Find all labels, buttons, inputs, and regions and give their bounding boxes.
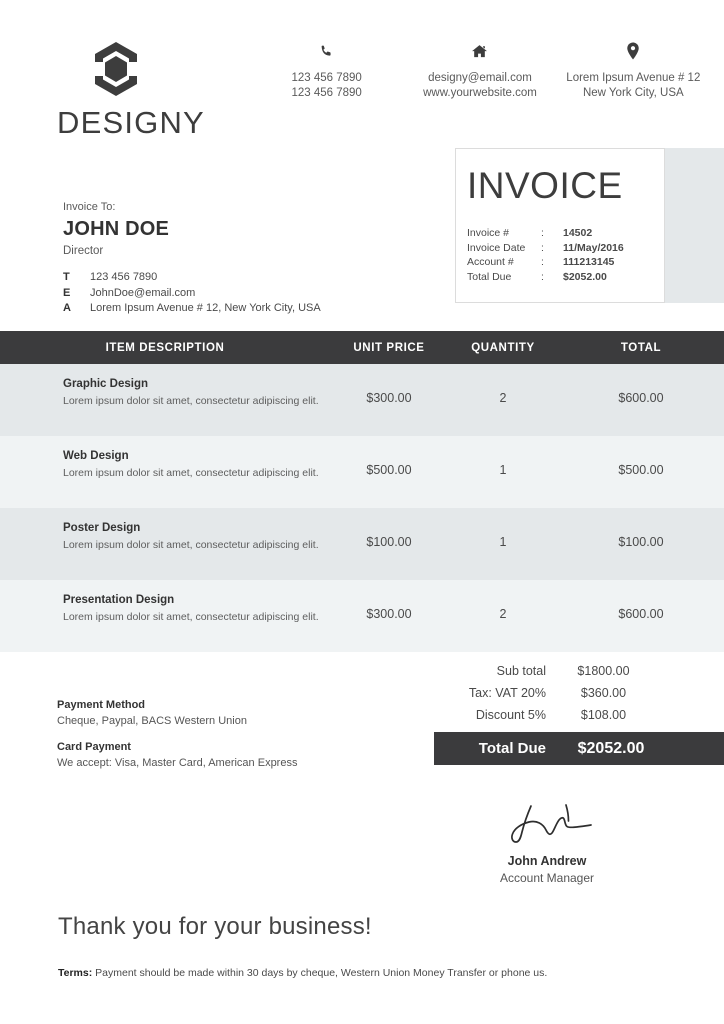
summary-row-subtotal bbox=[434, 660, 724, 682]
table-row bbox=[0, 580, 724, 652]
contact-key: T bbox=[63, 271, 70, 283]
table-row bbox=[467, 241, 624, 256]
total-due-bar bbox=[434, 732, 724, 765]
summary-label: Sub total bbox=[496, 664, 546, 678]
contact-value: Lorem Ipsum Avenue # 12, New York City, USA bbox=[90, 302, 321, 314]
bill-to-caption: Invoice To: bbox=[63, 201, 116, 213]
signatory-name: John Andrew bbox=[507, 854, 587, 868]
terms-note bbox=[58, 966, 678, 981]
home-icon bbox=[407, 40, 552, 62]
item-description: Lorem ipsum dolor sit amet, consectetur adipiscing elit. bbox=[63, 611, 319, 623]
summary-label: Tax: VAT 20% bbox=[468, 686, 546, 700]
thank-you-message: Thank you for your business! bbox=[58, 913, 372, 940]
meta-value: 14502 bbox=[563, 227, 593, 239]
payment-method-title: Payment Method bbox=[57, 699, 146, 711]
contact-line: designy@email.com bbox=[428, 72, 532, 84]
item-unit-price: $300.00 bbox=[366, 391, 412, 405]
item-description-cell bbox=[0, 448, 330, 481]
invoice-meta-table bbox=[467, 226, 624, 284]
payment-method-text: Cheque, Paypal, BACS Western Union bbox=[57, 715, 247, 727]
summary-value: $108.00 bbox=[580, 708, 627, 722]
map-pin-icon bbox=[561, 40, 706, 62]
signatory-role: Account Manager bbox=[499, 871, 595, 885]
item-description-cell bbox=[0, 592, 330, 625]
meta-label: Invoice # bbox=[467, 227, 510, 239]
item-title: Poster Design bbox=[63, 522, 141, 534]
item-title: Presentation Design bbox=[63, 594, 175, 606]
bill-to-role: Director bbox=[63, 245, 104, 257]
items-table-header bbox=[0, 331, 724, 364]
list-item bbox=[63, 301, 443, 317]
card-payment-text: We accept: Visa, Master Card, American Express bbox=[57, 757, 298, 769]
meta-value: 11/May/2016 bbox=[563, 241, 624, 254]
header-contact-address bbox=[557, 40, 710, 101]
bill-to-contacts bbox=[63, 270, 443, 317]
brand-name: DESIGNY bbox=[57, 105, 205, 140]
item-title: Graphic Design bbox=[63, 378, 148, 390]
payment-block bbox=[57, 698, 417, 771]
meta-separator: : bbox=[541, 256, 544, 268]
meta-label: Account # bbox=[467, 256, 514, 268]
handwritten-signature-icon bbox=[447, 800, 647, 848]
item-unit-price: $500.00 bbox=[366, 463, 412, 477]
card-payment-title: Card Payment bbox=[57, 741, 131, 753]
terms-label: Terms: bbox=[58, 967, 93, 979]
item-quantity: 1 bbox=[499, 463, 507, 477]
table-row bbox=[0, 436, 724, 508]
meta-value: 111213145 bbox=[563, 256, 615, 268]
meta-value: $2052.00 bbox=[563, 270, 607, 283]
item-total: $100.00 bbox=[618, 535, 664, 549]
header-contacts bbox=[250, 40, 710, 101]
item-total: $600.00 bbox=[618, 391, 664, 405]
total-due-value: $2052.00 bbox=[577, 739, 645, 757]
item-quantity: 2 bbox=[499, 607, 507, 621]
contact-line: New York City, USA bbox=[582, 87, 684, 99]
meta-separator: : bbox=[541, 270, 544, 283]
summary-value: $1800.00 bbox=[577, 664, 630, 678]
contact-line: Lorem Ipsum Avenue # 12 bbox=[566, 72, 701, 84]
meta-separator: : bbox=[541, 241, 544, 254]
item-description: Lorem ipsum dolor sit amet, consectetur adipiscing elit. bbox=[63, 395, 319, 407]
page-header bbox=[0, 0, 724, 148]
total-due-label: Total Due bbox=[478, 740, 546, 757]
meta-label: Total Due bbox=[467, 270, 512, 283]
list-item bbox=[63, 286, 443, 302]
item-quantity: 2 bbox=[499, 391, 507, 405]
summary-value: $360.00 bbox=[580, 686, 627, 700]
items-table-body bbox=[0, 364, 724, 652]
list-item bbox=[63, 270, 443, 286]
meta-separator: : bbox=[541, 227, 544, 239]
contact-key: A bbox=[63, 302, 71, 314]
contact-line: 123 456 7890 bbox=[291, 72, 362, 84]
header-contact-phone bbox=[250, 40, 403, 101]
contact-value: 123 456 7890 bbox=[90, 271, 158, 283]
item-description-cell bbox=[0, 520, 330, 553]
column-header-quantity: QUANTITY bbox=[471, 341, 535, 354]
column-header-total: TOTAL bbox=[620, 341, 662, 354]
table-row bbox=[0, 508, 724, 580]
item-total: $600.00 bbox=[618, 607, 664, 621]
signature-block bbox=[447, 800, 647, 887]
item-unit-price: $300.00 bbox=[366, 607, 412, 621]
item-title: Web Design bbox=[63, 450, 129, 462]
table-row bbox=[467, 255, 624, 270]
column-header-unit-price: UNIT PRICE bbox=[353, 341, 425, 354]
table-row bbox=[467, 270, 624, 285]
contact-value: JohnDoe@email.com bbox=[90, 286, 196, 299]
table-row bbox=[467, 226, 624, 241]
terms-text: Payment should be made within 30 days by cheque, Western Union Money Transfer or phone us. bbox=[92, 967, 548, 979]
summary-block bbox=[434, 660, 724, 726]
item-description: Lorem ipsum dolor sit amet, consectetur adipiscing elit. bbox=[63, 539, 319, 551]
contact-line: 123 456 7890 bbox=[291, 87, 362, 99]
contact-line: www.yourwebsite.com bbox=[423, 87, 537, 99]
summary-row-discount bbox=[434, 704, 724, 726]
phone-icon bbox=[254, 40, 399, 62]
item-total: $500.00 bbox=[618, 463, 664, 477]
bill-to-name: JOHN DOE bbox=[63, 218, 170, 240]
summary-row-tax bbox=[434, 682, 724, 704]
invoice-summary-card bbox=[455, 148, 665, 303]
summary-label: Discount 5% bbox=[475, 708, 546, 722]
item-description-cell bbox=[0, 376, 330, 409]
item-description: Lorem ipsum dolor sit amet, consectetur adipiscing elit. bbox=[63, 467, 319, 479]
meta-label: Invoice Date bbox=[467, 241, 526, 254]
item-quantity: 1 bbox=[499, 535, 507, 549]
header-contact-email bbox=[403, 40, 556, 101]
table-row bbox=[0, 364, 724, 436]
bill-to-block bbox=[63, 200, 443, 317]
contact-key: E bbox=[63, 286, 71, 299]
item-unit-price: $100.00 bbox=[366, 535, 412, 549]
hexagon-logo-icon bbox=[85, 38, 147, 100]
page-title: INVOICE bbox=[467, 165, 623, 206]
column-header-description: ITEM DESCRIPTION bbox=[105, 341, 225, 354]
